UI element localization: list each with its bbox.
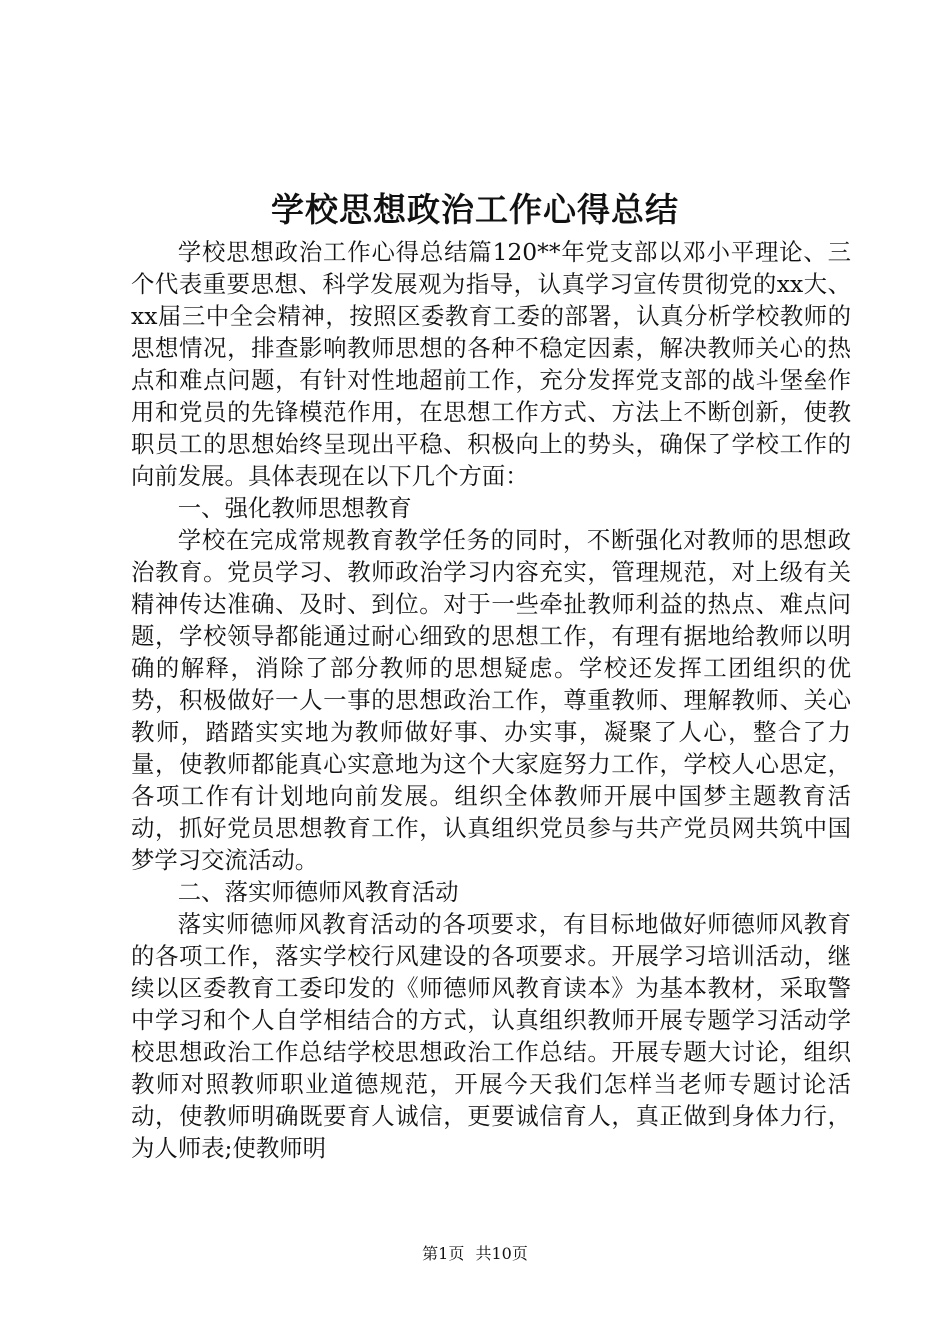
paragraph-section-1: 学校在完成常规教育教学任务的同时，不断强化对教师的思想政治教育。党员学习、教师政治学习内容充实，管理规范，对上级有关精神传达准确、及时、到位。对于一些牵扯教师利益的热点、难点问题，学校领导都能通过耐心细致的思想工作，有理有据地给教师以明确的解释，消除了部分教师的思想疑虑。学校还发挥工团组织的优势，积极做好一人一事的思想政治工作，尊重教师、理解教师、关心教师，踏踏实实地为教师做好事、办实事，凝聚了人心，整合了力量，使教师都能真心实意地为这个大家庭努力工作，学校人心思定，各项工作有计划地向前发展。组织全体教师开展中国梦主题教育活动，抓好党员思想教育工作，认真组织党员参与共产党员网共筑中国梦学习交流活动。 bbox=[131, 526, 851, 874]
page-number: 第1页 bbox=[422, 1244, 465, 1263]
page-footer bbox=[0, 1243, 950, 1265]
document-title: 学校思想政治工作心得总结 bbox=[271, 190, 679, 229]
document-body bbox=[131, 236, 851, 1164]
section-heading-2: 二、落实师德师风教育活动 bbox=[177, 878, 459, 906]
paragraph-intro: 学校思想政治工作心得总结篇120**年党支部以邓小平理论、三个代表重要思想、科学发展观为指导，认真学习宣传贯彻党的xx大、xx届三中全会精神，按照区委教育工委的部署，认真分析学校教师的思想情况，排查影响教师思想的各种不稳定因素，解决教师关心的热点和难点问题，有针对性地超前工作，充分发挥党支部的战斗堡垒作用和党员的先锋模范作用，在思想工作方式、方法上不断创新，使教职员工的思想始终呈现出平稳、积极向上的势头，确保了学校工作的向前发展。具体表现在以下几个方面： bbox=[131, 238, 851, 490]
paragraph-section-2: 落实师德师风教育活动的各项要求，有目标地做好师德师风教育的各项工作，落实学校行风建设的各项要求。开展学习培训活动，继续以区委教育工委印发的《师德师风教育读本》为基本教材，采取警中学习和个人自学相结合的方式，认真组织教师开展专题学习活动学校思想政治工作总结学校思想政治工作总结。开展专题大讨论，组织教师对照教师职业道德规范，开展今天我们怎样当老师专题讨论活动，使教师明确既要育人诚信，更要诚信育人，真正做到身体力行，为人师表;使教师明 bbox=[131, 910, 851, 1162]
page-total: 共10页 bbox=[475, 1244, 528, 1263]
section-heading-1: 一、强化教师思想教育 bbox=[177, 494, 412, 522]
